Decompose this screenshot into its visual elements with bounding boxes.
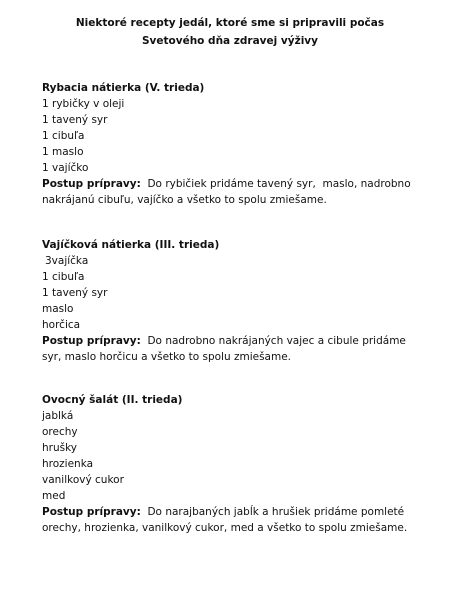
ingredient-item: 3vajíčka [45,255,89,267]
ingredient-item: vanilkový cukor [42,474,124,486]
ingredient-item: 1 vajíčko [42,162,89,174]
procedure-label: Postup prípravy: [42,506,141,518]
procedure-text: Do narajbaných jabĺk a hrušiek pridáme pomleté [140,506,405,518]
ingredient-item: 1 maslo [42,146,84,158]
procedure-text-continued: orechy, hrozienka, vanilkový cukor, med a všetko to spolu zmiešame. [42,522,408,534]
procedure-line [42,333,442,349]
ingredient-item: 1 cibuľa [42,130,85,142]
procedure-line [42,504,442,520]
procedure-text-continued: syr, maslo horčicu a všetko to spolu zmiešame. [42,351,292,363]
ingredient-item: 1 rybičky v oleji [42,98,125,110]
recipe-heading: Vajíčková nátierka (III. trieda) [42,239,220,251]
procedure-text: Do rybičiek pridáme tavený syr, maslo, nadrobno [140,178,411,190]
recipe-heading: Rybacia nátierka (V. trieda) [42,82,205,94]
recipe-heading: Ovocný šalát (II. trieda) [42,394,183,406]
procedure-text: Do nadrobno nakrájaných vajec a cibule pridáme [140,335,406,347]
ingredient-item: 1 cibuľa [42,271,85,283]
recipe-section-fish-spread [42,80,442,208]
ingredient-item: orechy [42,426,78,438]
recipe-section-egg-spread [42,237,442,365]
document-title-line1: Niektoré recepty jedál, ktoré sme si pripravili počas [75,17,385,29]
ingredient-item: maslo [42,303,74,315]
procedure-line [42,176,442,192]
procedure-text-continued: nakrájanú cibuľu, vajíčko a všetko to spolu zmiešame. [42,194,327,206]
document-title-line2: Svetového dňa zdravej výživy [141,35,318,47]
ingredient-item: 1 tavený syr [42,114,108,126]
ingredient-item: horčica [42,319,81,331]
ingredient-item: jablká [42,410,74,422]
ingredient-item: hrozienka [42,458,94,470]
ingredient-item: med [42,490,66,502]
procedure-label: Postup prípravy: [42,335,141,347]
ingredient-item: 1 tavený syr [42,287,108,299]
ingredient-item: hrušky [42,442,78,454]
procedure-label: Postup prípravy: [42,178,141,190]
recipe-section-fruit-salad [42,392,442,536]
